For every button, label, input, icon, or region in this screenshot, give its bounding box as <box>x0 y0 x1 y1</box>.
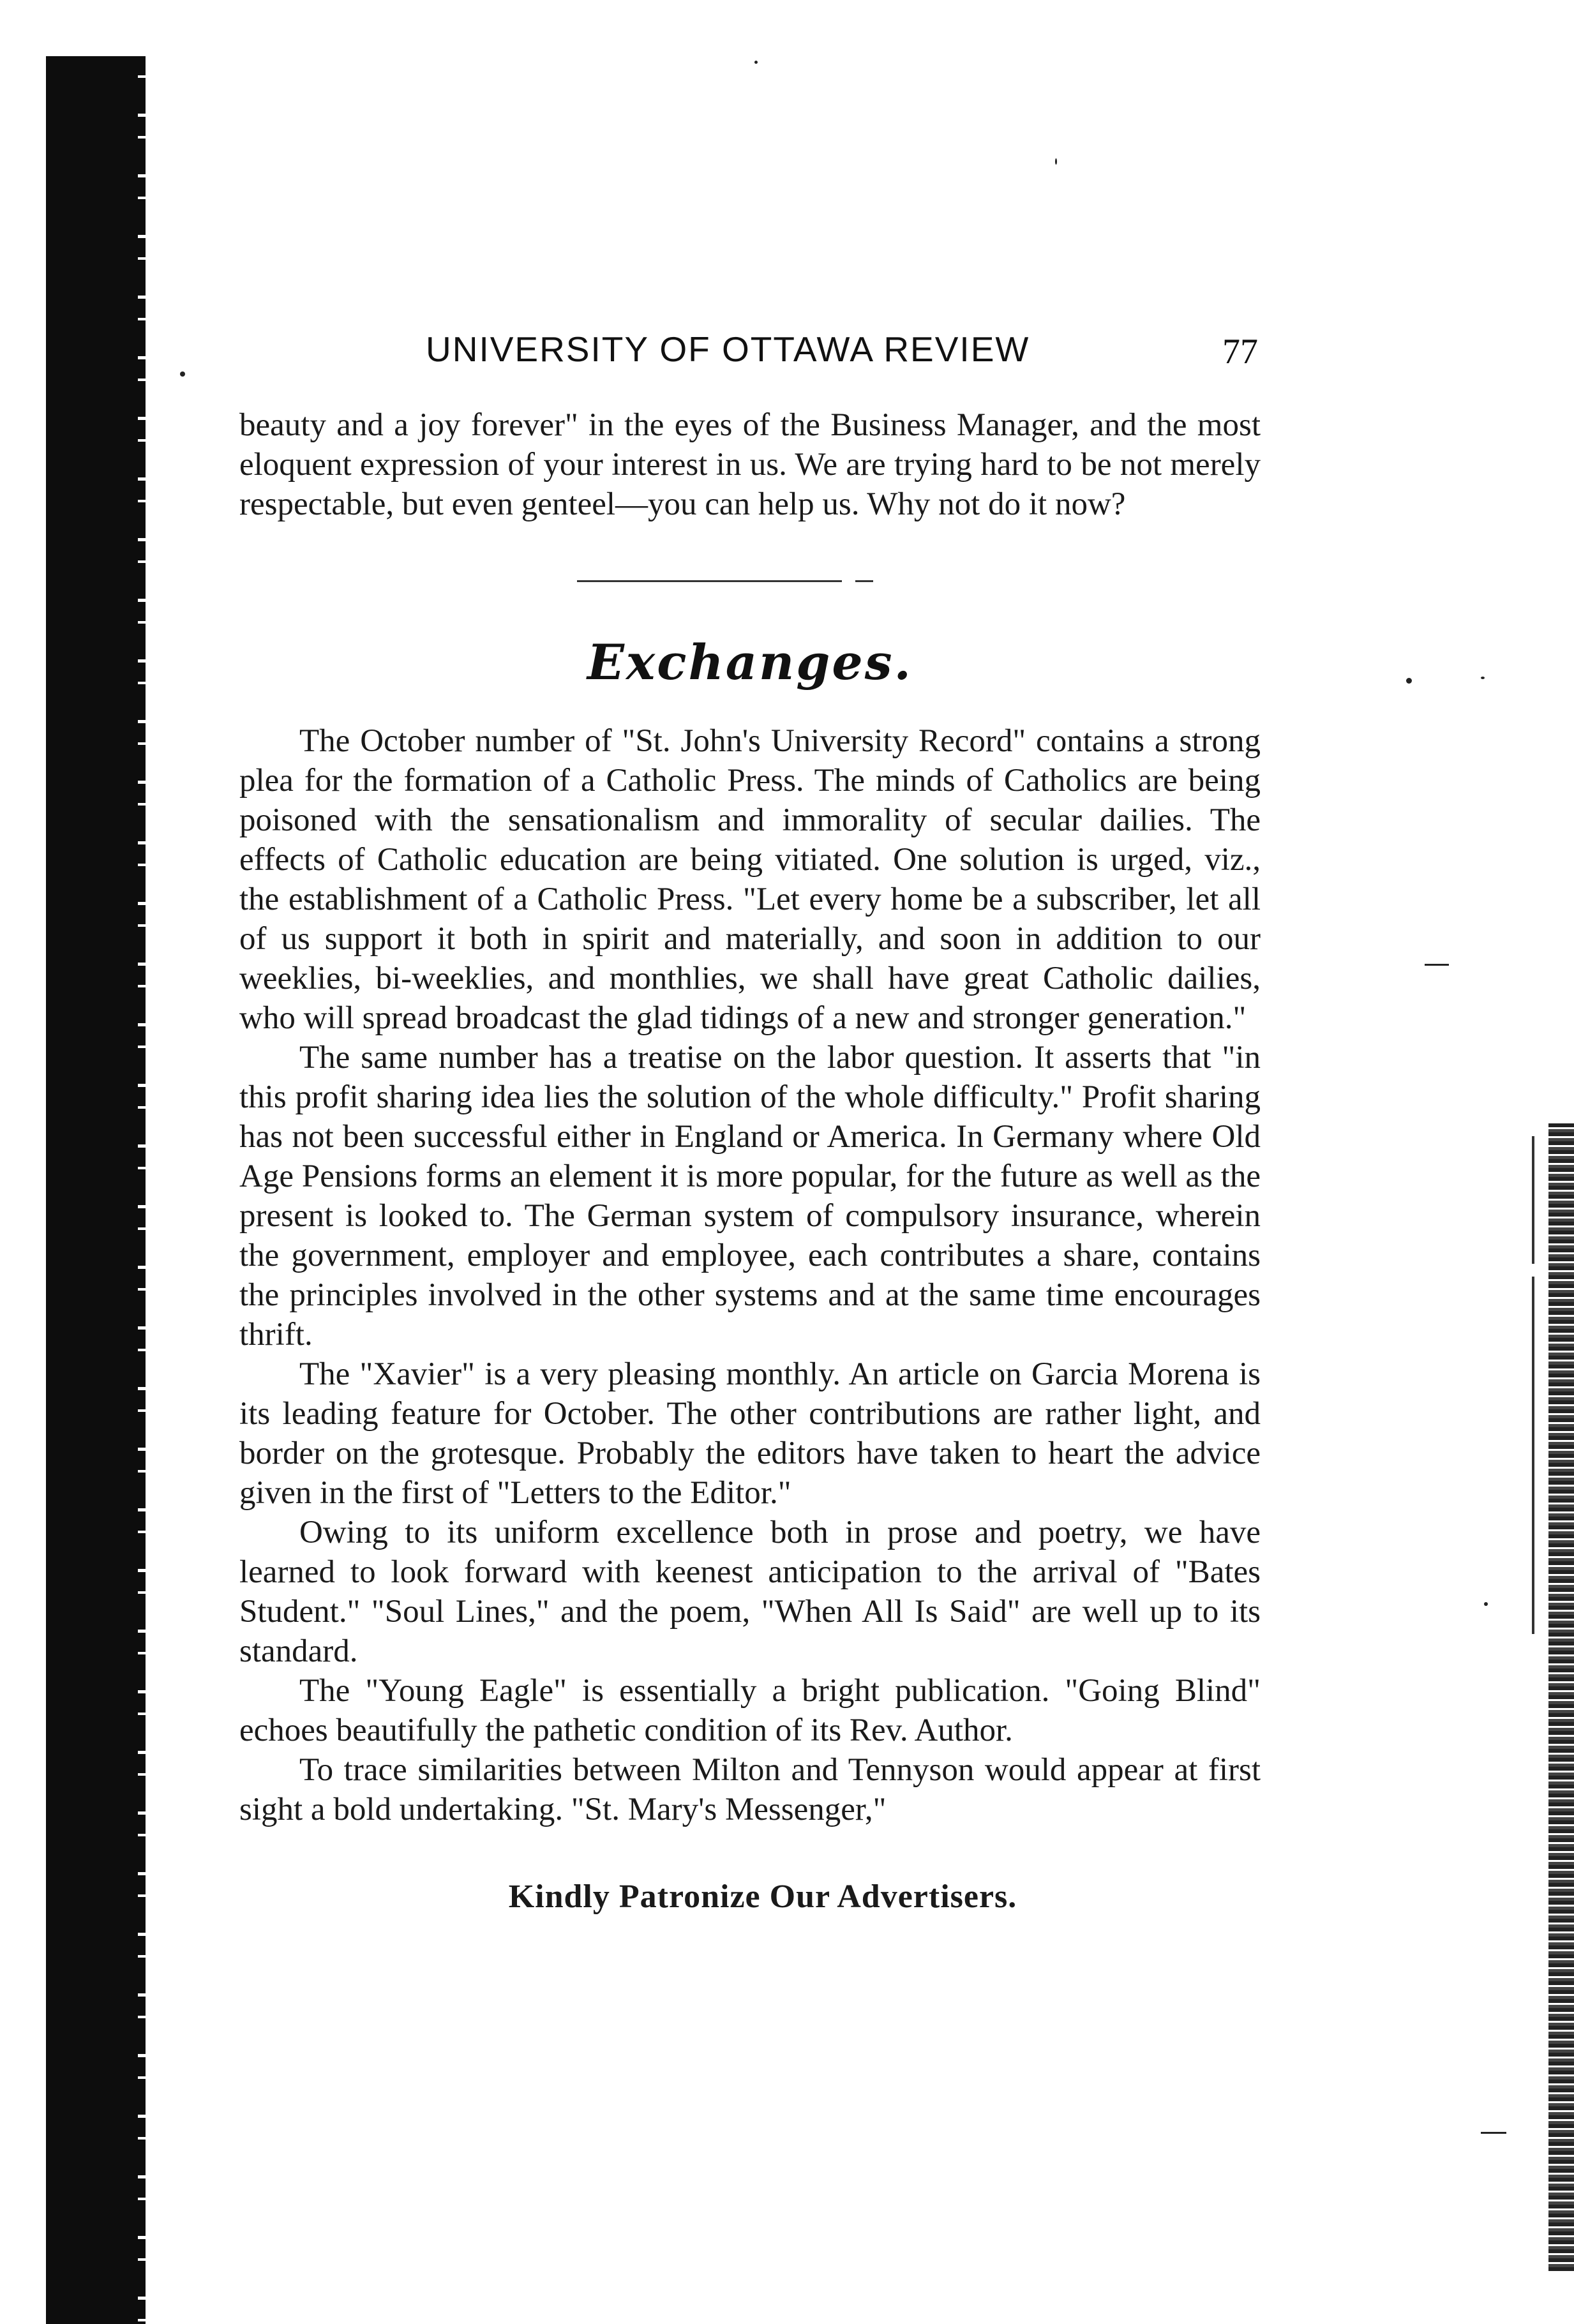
scan-speck <box>1425 964 1449 966</box>
section-heading: Exchanges. <box>587 634 913 691</box>
page-number: 77 <box>1222 332 1258 371</box>
scan-speck <box>1484 1602 1488 1606</box>
scan-right-line <box>1532 1277 1534 1634</box>
paragraph: The "Young Eagle" is essentially a bright publication. "Going Blind" echoes beautifully the pathetic condition of its Rev. Author. <box>239 1673 1261 1748</box>
paragraph: The "Xavier" is a very pleasing monthly. An article on Garcia Morena is its leading feature for October. The other contributions are rather light, and border on the grotesque. Probably the editors have taken to heart the advice given in the first of "Letters to the Editor." <box>239 1356 1261 1511</box>
journal-title: UNIVERSITY OF OTTAWA REVIEW <box>426 329 1030 369</box>
paragraph: Owing to its uniform excellence both in prose and poetry, we have learned to look forward with keenest anticipation to the arrival of "Bates Student." "Soul Lines," and the poem, "When All Is Said" are well up to its standard. <box>239 1515 1261 1669</box>
paragraph: To trace similarities between Milton and Tennyson would appear at first sight a bold undertaking. "St. Mary's Messenger," <box>239 1752 1261 1827</box>
running-head <box>239 329 1261 386</box>
scan-speck <box>1481 2132 1506 2134</box>
scan-speck <box>754 61 758 64</box>
scan-right-line <box>1532 1136 1534 1264</box>
scan-speck <box>1406 678 1412 684</box>
paragraph: The October number of "St. John's University Record" contains a strong plea for the formation of a Catholic Press. The minds of Catholics are being poisoned with the sensationalism and immorality of secular dailies. The effects of Catholic education are being vitiated. One solution is urged, viz., the establishment of a Catholic Press. "Let every home be a subscriber, let all of us support it both in spirit and materially, and soon in addition to our weeklies, bi-weeklies, and monthlies, we shall have great Catholic dailies, who will spread broadcast the glad tidings of a new and stronger generation." <box>239 723 1261 1036</box>
scan-speck <box>1055 158 1057 165</box>
footer-note: Kindly Patronize Our Advertisers. <box>508 1878 1017 1915</box>
section-divider <box>239 580 1261 593</box>
continued-paragraph: beauty and a joy forever" in the eyes of the Business Manager, and the most eloquent expression of your interest in us. We are trying hard to be not merely respectable, but even genteel—you can help us. Why not do it now? <box>239 407 1261 522</box>
scan-binding-edge <box>46 56 142 2324</box>
document-page <box>239 329 1261 1915</box>
scan-speck <box>180 371 185 377</box>
paragraph: The same number has a treatise on the labor question. It asserts that "in this profit sharing idea lies the solution of the whole difficulty." Profit sharing has not been successful either in England or America. In Germany where Old Age Pensions forms an element it is more popular, for the future as well as the present is looked to. The German system of compulsory insurance, wherein the government, employer and employee, each contributes a share, contains the principles involved in the other systems and at the same time encourages thrift. <box>239 1040 1261 1353</box>
scan-right-edge <box>1548 1123 1574 2272</box>
scan-speck <box>1481 677 1485 679</box>
